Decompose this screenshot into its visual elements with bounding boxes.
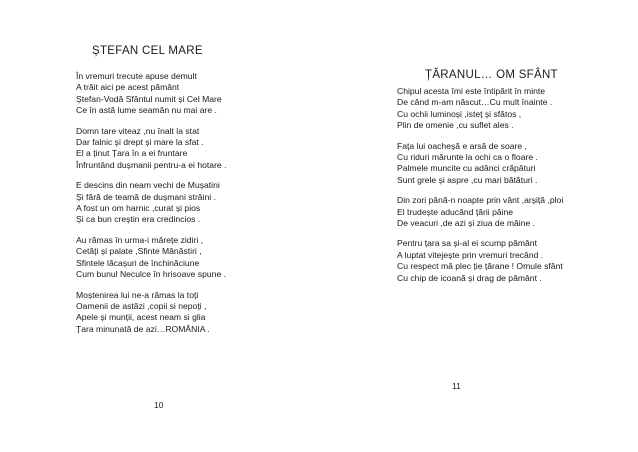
poem-line: Cu chip de icoană și drag de pământ .	[397, 272, 542, 283]
poem-line: El a ținut Țara în a ei fruntare	[76, 148, 188, 159]
poem-line: Oamenii de astăzi ,copii si nepoți ,	[76, 300, 207, 311]
stanza	[76, 180, 316, 226]
poem-line: De veacuri ,de azi și ziua de mâine .	[397, 218, 536, 229]
poem-title: ȘTEFAN CEL MARE	[92, 45, 203, 57]
poem-line: Apele și munții, acest neam si glia	[76, 312, 206, 323]
poem-line: Și ca bun creștin era credincios .	[76, 214, 201, 225]
poem-line: El trudește aducând țării pâine	[397, 206, 514, 217]
poem-line: În vremuri trecute apuse demult	[76, 71, 197, 81]
poem-line: Înfruntând dușmanii pentru-a ei hotare .	[76, 159, 227, 170]
poem-body	[76, 71, 316, 344]
page-number: 10	[154, 400, 164, 410]
poem-line: Fața lui oacheșă e arsă de soare ,	[397, 140, 527, 151]
poem-body	[397, 86, 637, 293]
poem-line: Moștenirea lui ne-a rămas la toți	[76, 289, 199, 300]
poem-line: Cum bunul Neculce în hrisoave spune .	[76, 269, 226, 280]
poem-line: Țara minunată de azi…ROMÂNIA .	[76, 323, 210, 334]
poem-line: Cu respect mă plec ție țărane ! Omule sfânt	[397, 261, 563, 272]
poem-line: A luptat vitejește prin vremuri trecând .	[397, 249, 544, 260]
page-number: 11	[452, 381, 461, 391]
poem-line: Sfintele lăcașuri de închinăciune	[76, 257, 200, 268]
stanza	[397, 195, 637, 229]
poem-line: Au rămas în urma-i mărețe zidiri ,	[76, 234, 204, 245]
poem-line: A fost un om harnic ,curat și pios	[76, 203, 201, 214]
poem-line: Ce în astă lume seamăn nu mai are .	[76, 105, 217, 116]
stanza	[397, 238, 637, 284]
poem-line: Chipul acesta îmi este întipărit în minte	[397, 86, 546, 96]
poem-line: Palmele muncite cu adânci crăpături	[397, 163, 536, 174]
stanza	[76, 126, 316, 172]
poem-line: De când m-am născut…Cu mult înainte .	[397, 97, 553, 108]
poem-title: ȚĂRANUL… OM SFÂNT	[425, 69, 558, 81]
poem-line: Dar falnic și drept și mare la sfat .	[76, 137, 204, 148]
poem-line: Cu ochii luminoși ,isteț și sfătos ,	[397, 108, 522, 119]
stanza	[76, 235, 316, 281]
poem-line: Cu riduri mărunte la ochi ca o floare .	[397, 152, 538, 163]
poem-line: Plin de omenie ,cu suflet ales .	[397, 120, 514, 131]
poem-line: Domn tare viteaz ,nu înalt la stat	[76, 125, 200, 136]
poem-line: Ștefan-Vodă Sfântul numit și Cel Mare	[76, 93, 222, 104]
poem-line: Sunt grele și aspre ,cu mari bătături .	[397, 174, 538, 185]
poem-line: Cetăți și palate ,Sfinte Mânăstiri ,	[76, 246, 202, 257]
stanza	[76, 290, 316, 336]
poem-line: Din zori până-n noapte prin vânt ,arșiță ,ploi	[397, 195, 564, 206]
poem-line: E descins din neam vechi de Mușatini	[76, 180, 220, 191]
stanza	[397, 86, 637, 132]
right-page	[319, 0, 638, 452]
stanza	[397, 141, 637, 187]
poem-line: Și fără de teamă de dușmani străini .	[76, 191, 216, 202]
poem-line: A trăit aici pe acest pământ	[76, 82, 180, 93]
poem-line: Pentru țara sa și-al ei scump pământ	[397, 238, 537, 249]
stanza	[76, 71, 316, 117]
